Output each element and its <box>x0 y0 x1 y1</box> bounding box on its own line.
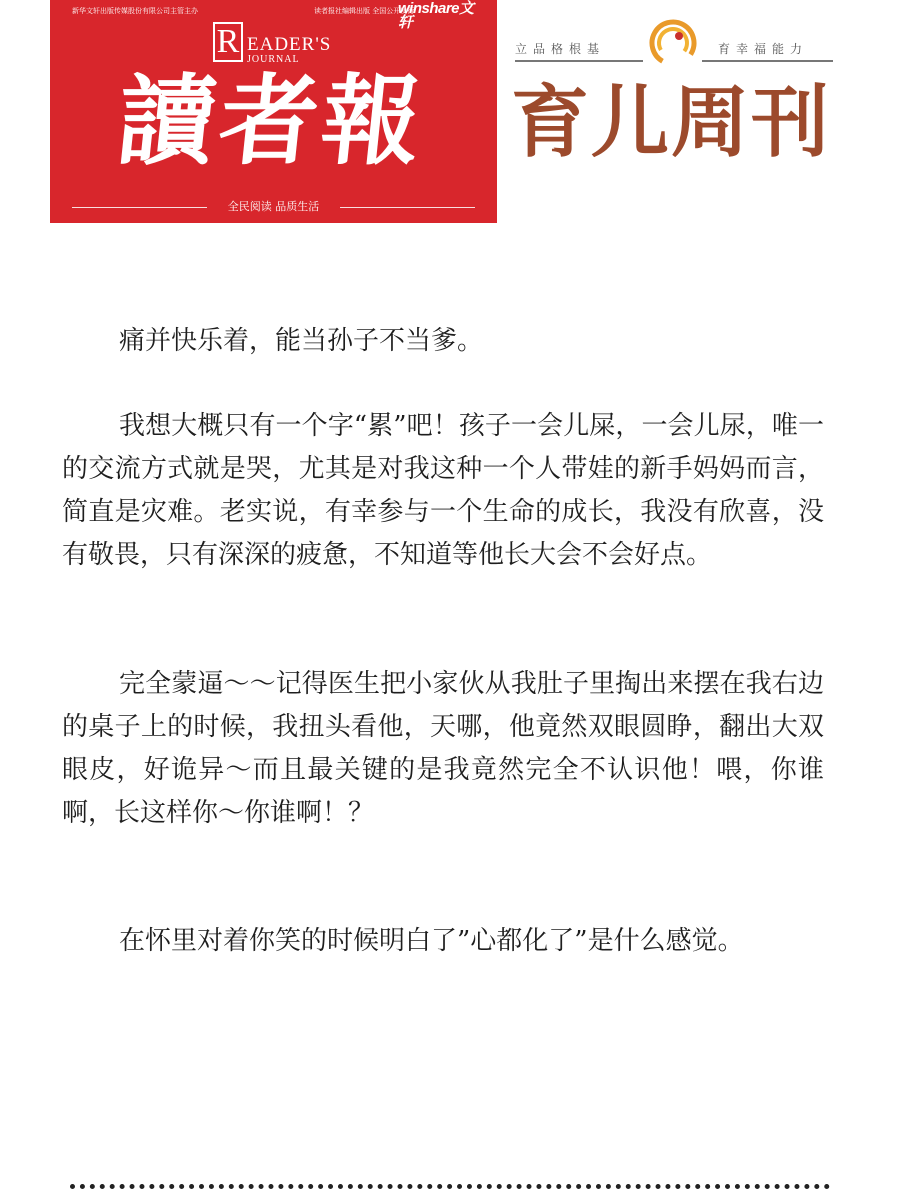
weekly-title: 育儿周刊 <box>511 78 832 168</box>
winshare-logo: winshare文轩 <box>398 0 474 31</box>
motto-left: 立品格根基 <box>515 42 606 56</box>
motto-rule-left <box>515 60 643 62</box>
publisher-line: 新华文轩出版传媒股份有限公司主管主办 <box>72 7 198 15</box>
distributor-line: 读者报社编辑出版 全国公开发行 <box>314 7 415 15</box>
logo-r-box: R <box>213 22 243 62</box>
parenting-weekly-header <box>511 18 835 168</box>
banner-top-line <box>72 0 487 31</box>
article-paragraph-3: 完全蒙逼～～记得医生把小家伙从我肚子里掏出来摆在我右边的桌子上的时候，我扭头看他，天哪，他竟然双眼圆睁，翻出大双眼皮，好诡异～而且最关键的是我竟然完全不认识他！喂，你谁啊，长这样你～你谁啊！？ <box>62 669 824 828</box>
chinese-masthead-title: 讀者報 <box>112 64 431 179</box>
readers-journal-banner <box>50 0 497 223</box>
logo-english-title: EADER'S <box>247 34 332 55</box>
motto-rule-right <box>702 60 833 62</box>
banner-slogan: 全民阅读 品质生活 <box>227 200 320 213</box>
motto-right: 育幸福能力 <box>718 42 809 56</box>
article-paragraph-4: 在怀里对着你笑的时候明白了”心都化了”是什么感觉。 <box>119 926 744 956</box>
article-paragraph-2: 我想大概只有一个字“累”吧！孩子一会儿屎，一会儿尿，唯一的交流方式就是哭，尤其是对我这种一个人带娃的新手妈妈而言，简直是灾难。老实说，有幸参与一个生命的成长，我没有欣喜，没有敬畏，只有深深的疲惫，不知道等他长大会不会好点。 <box>62 411 824 570</box>
readers-journal-english-logo <box>213 18 353 66</box>
banner-slogan-row <box>72 198 475 216</box>
sun-swirl-emblem-icon <box>648 18 698 68</box>
bottom-dotted-divider <box>70 1184 830 1189</box>
logo-english-subtitle: JOURNAL <box>247 54 300 65</box>
article-paragraph-1: 痛并快乐着，能当孙子不当爹。 <box>119 326 484 356</box>
